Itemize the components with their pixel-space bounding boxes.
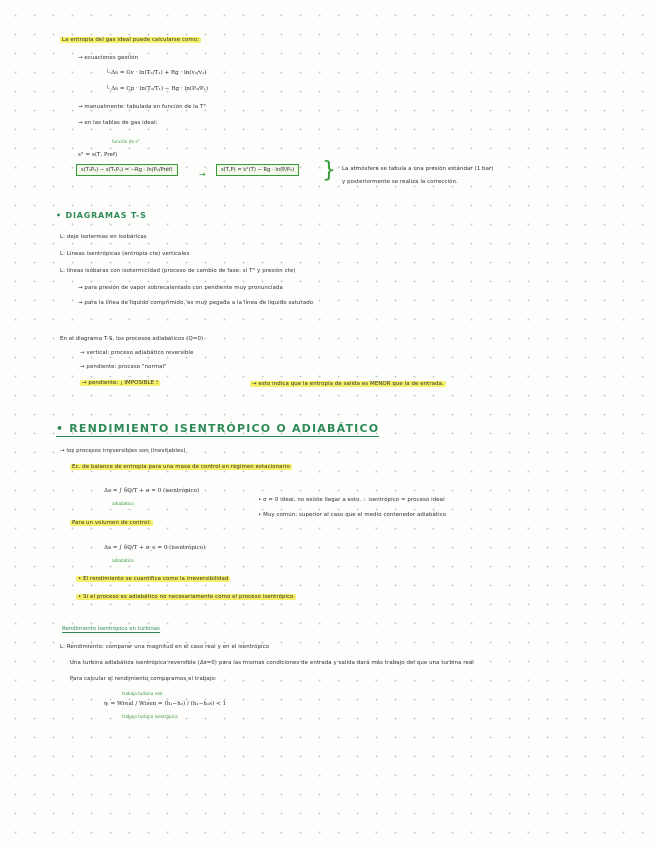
brace-icon: } [322, 158, 337, 183]
adiabatic-note: → esto indica que la entropía de salida es MENOR que la de entrada. [252, 381, 444, 387]
section-title-diagramas: • DIAGRAMAS T-S [56, 211, 147, 220]
turb-line-2: Una turbina adiabática isentrópica reversible (Δs=0) para las mismas condiciones de entrada y salida dará más trabajo del que una turbina real [70, 660, 474, 666]
adiabatic-vertical: → vertical: proceso adiabático reversible [80, 350, 194, 356]
equation-cp: └ Δs = Cp · ln(T₂/T₁) − Rg · ln(P₂/P₁) [106, 86, 209, 92]
rend-line-3: • El rendimiento se cuantifica como la irreversibilidad [78, 576, 229, 582]
bullet-ecuaciones: → ecuaciones gestión [78, 55, 139, 61]
diagram-line-1: L: deje isotermas en isobáricas [60, 234, 147, 240]
eq2-green-note: adiabático [112, 558, 134, 563]
rend-line-2: Ec. de balance de entropía para una masa de control en régimen estacionario [72, 464, 290, 470]
right-note-1: • σ = 0 ideal, no existe llegar a esto. ∴ isentrópico = proceso ideal [258, 497, 445, 503]
formula-box-2: s(T,P) = s°(T) − Rg · ln(P/P₀) [216, 164, 299, 176]
diagram-line-2: L: Líneas isentrópicas (entropía cte) verticales [60, 251, 190, 257]
bullet-tabulada: → manualmente: tabulada en función de la T° [78, 104, 207, 110]
section-title-rendimiento: • RENDIMIENTO ISENTRÓPICO O ADIABÁTICO [56, 422, 380, 435]
intro-text: La entropía del gas ideal puede calcularse como: [62, 37, 200, 43]
eq1-green-note: adiabático [112, 501, 134, 506]
equation-cv: └ Δs = Cv · ln(T₂/T₁) + Rg · ln(v₂/v₁) [106, 70, 207, 76]
formula-box-1: s(T₂P₂) − s(T₁P₁) = −Rg · ln(P₂/Pref) [76, 164, 178, 176]
turb-line-1: L: Rendimiento: comparar una magnitud en el caso real y en el isentrópico [60, 644, 270, 650]
turbine-efficiency-eq: ηₜ = Wreal / Wisen = (h₁−h₂) / (h₁−h₂s) < 1 [104, 701, 227, 707]
diagram-line-4: → para presión de vapor sobrecalentado con pendiente muy pronunciada [78, 285, 283, 291]
right-note-2: • Muy común: superior al caso que el medio contenedor adiabático [258, 512, 447, 518]
rend-line-1: → los procesos irreversibles son (inevitables) [60, 448, 186, 454]
entropy-balance-eq-2: Δs = ∫ δQ/T + σ_e = 0 (isentrópico) [104, 545, 206, 551]
side-note-2: y posteriormente se realiza la corrección. [342, 179, 458, 185]
green-note-bottom: trabajo turbina isentrópica [122, 714, 178, 719]
side-note-1: La atmósfera se tabula a una presión estándar (1 bar) [342, 166, 494, 172]
subtitle-turbinas: Rendimiento isentrópico en turbinas [62, 626, 160, 632]
s-definition: s° = s(T, Pref) [78, 152, 118, 158]
bullet-tablas: → en las tablas de gas ideal: [78, 120, 158, 126]
small-green-note: función de s° [112, 139, 140, 144]
diagram-line-3: L: líneas isóbaras con isotermicidad (proceso de cambio de fase: si T° y presión cte) [60, 268, 296, 274]
adiabatic-intro: En el diagrama T-S, los procesos adiabáticos (Q=0) [60, 336, 204, 342]
diagram-line-5: → para la línea de líquido comprimido, es muy pegada a la línea de líquido saturado [78, 300, 314, 306]
entropy-balance-eq-1: Δs = ∫ δQ/T + σ = 0 (isentrópico) [104, 488, 200, 494]
vc-intro: Para un volumen de control: [72, 520, 151, 526]
arrow-right-icon: → [199, 170, 206, 179]
adiabatic-normal: → pendiente: proceso "normal" [80, 364, 167, 370]
green-note-top: trabajo turbina real [122, 691, 163, 696]
rend-line-4: • Si el proceso es adiabático no necesariamente como el proceso isentrópico [78, 594, 294, 600]
adiabatic-impossible: → pendiente: ¡ IMPOSIBLE ! [82, 380, 159, 386]
turb-line-3: Para calcular el rendimiento comparamos el trabajo: [70, 676, 217, 682]
